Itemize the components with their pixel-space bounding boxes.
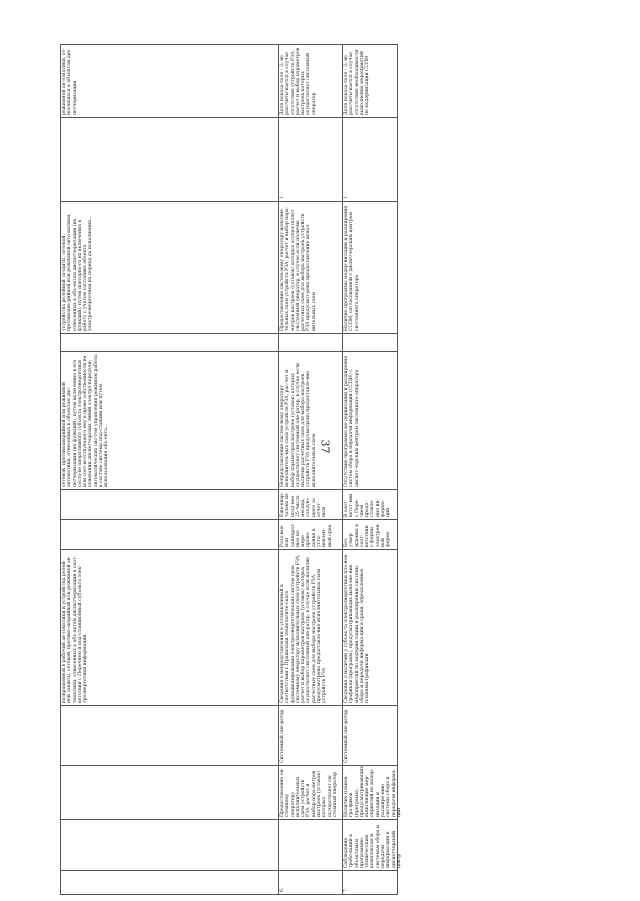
row-a-col-5 bbox=[61, 519, 279, 549]
row-a-col-4: возвращенной в рабочий ав-томатики и устройства релей-ной защиты, сетевой, противо-аварийной или режимной ав-томатики, отнесенных к объ-ектам диспетчеризации в соот-ветствии с Перечнем и под-станционный субъекта элек-троэнергетики информации bbox=[61, 549, 279, 705]
row-a-col-8 bbox=[61, 333, 279, 351]
row-6-col-4: Сведения о непредставлении в установленный в соответствии с Правилами технологиче-ского функционирования электроэнергетических систем срок системному оператору исполнительных схем устройств РЗА, расчет и выбор параметров настроек (уставок) которых осуществляет системный опе-ратор, в случае если наличие расчетных схем для выбора настроек устройств РЗА предусмотрено предоставле-ние исполнительных схем устройств РЗА bbox=[279, 549, 343, 705]
row-6-col-num: 6. bbox=[279, 870, 343, 894]
row-a-col-6 bbox=[61, 489, 279, 519]
row-7-col-9: Наличие программы модер-низации и расширения ССПИ, согласованной с диспетчерским центром си-стемного оператора bbox=[343, 201, 397, 333]
row-7-col-5: Без утвер-ждения в соот-ветствии с формы электрон-ной форме bbox=[343, 519, 397, 549]
row-7-col-1: Соблюдение требо-ваний к объектовым программно-техниче-ским комплексам и системам сбора и передачи информа-ции в диспетчерский центр bbox=[343, 819, 397, 870]
row-7-col-num: 7. bbox=[343, 870, 397, 894]
row-6-col-9: Предоставление систем-ному оператору исполни-тельных схем устройств РЗА, расчет и выбор пара-метров настроек (уставок) которых осуществляет си-стемный оператор, в случае если наличие расчетных схем для выбора настроек устройств РЗА предусмот-рено предоставление испол-нительных схем bbox=[279, 201, 343, 333]
row-6-col-6: Еже-квар-тально не позд-нее 25 числа месяца, следую-щего за отчет-ным bbox=[279, 489, 343, 519]
row-a-col-9: устройства релейной за-щиты, сетевой, противоава-рийной или режимной авто-матики, отнесенных к объ-ектам диспетчеризации (их функций), путем повторно-го их включения в работу с учетом состояния объекта электроэнергетики на период до исполнения... bbox=[61, 201, 279, 333]
row-7-col-3: Системный опе-ратор bbox=[343, 705, 397, 765]
row-a-col-10 bbox=[61, 117, 279, 201]
indicators-table bbox=[60, 44, 402, 895]
row-a-col-1 bbox=[61, 819, 279, 870]
row-a-col-num bbox=[61, 870, 279, 894]
row-6-col-11: Доля показа-теля – 2; не рассчиты-вается в случае отсутствия устройств РЗА, расчет и выбор параметров настроек которых осуществляет системный оператор bbox=[279, 45, 343, 117]
row-6-col-5: Разо-вые или однократ-ные по мере прове-дения в уста-новлен-ный срок bbox=[279, 519, 343, 549]
row-a-col-11: режимной ав-томатики, от-носящихся к объектам дис-петчеризации bbox=[61, 45, 279, 117]
row-7-col-6: В соот-ветст-вии с Пере-чнем предо-ставле-ния ин-форма-ции bbox=[343, 489, 397, 519]
row-7-col-10: 1 bbox=[343, 117, 397, 201]
row-6-col-1 bbox=[279, 819, 343, 870]
row-a-col-3 bbox=[61, 705, 279, 765]
row-6-col-3: Системный опе-ратор bbox=[279, 705, 343, 765]
row-7-col-7: Отсутствие программы мо-дернизации и расширения систем сбора и передачи информации (ССПИ) с диспет-черским центром системного оператора bbox=[343, 351, 397, 489]
row-a-col-7: сетевой, противоаварийной или режимной автоматики, отнесенных к объектам дис-петчеризации (их функций), путем включения в его соста-ве оперативного субъекта электроэнергетики или соот-ветствующего ему в праве собственности на основании диспетчерских линий электро-передачи, автоматических сис-тем управления режимом работы в составе системы под-станции или путем использования объ-екта... bbox=[61, 351, 279, 489]
page-number: 37 bbox=[318, 439, 332, 454]
row-7-col-8 bbox=[343, 333, 397, 351]
row-6-col-10: 1 bbox=[279, 117, 343, 201]
row-6-col-7: Непредставление систем-ному оператору исполнитель-ных схем устройств РЗА, рас-чет и выбор параметров настроек (уставок) которых осуществляет системный опе-ратор, в случае если наличие расчетных схем для выбора настроек устройств РЗА предусмотрено предоставле-ние исполнительных схем bbox=[279, 351, 343, 489]
row-6-col-8 bbox=[279, 333, 343, 351]
row-6-col-2: Предоставление си-стемному оператору исполнительных схем устройств РЗА, расчет и выбор пара-метров настроек (уставок) которых осуществляет си-стемный оператор bbox=[279, 765, 343, 819]
row-7-col-11: Доля показа-теля – 2; не рассчиты-вается в случае отсутствия необходимости выполнения мероприятий по модернизации ССПИ bbox=[344, 49, 371, 115]
row-7-col-2: Наличие планов-гра-фиков (программ), предусматривающих выполнение мер-оприятий по модер-низации и расшире-нию системы сбора и передачи информа-ции bbox=[344, 766, 402, 817]
row-a-col-2 bbox=[61, 765, 279, 819]
row-7-col-4: Сведения о наличии у субъек-та электроэнергетики пла-нов-графиков (программ), предусматривающих выполне-ние мероприятий по модерни-зации и расширению системы сбора и передачи информа-ции в сроки, определенные планами-графиками bbox=[343, 549, 397, 705]
